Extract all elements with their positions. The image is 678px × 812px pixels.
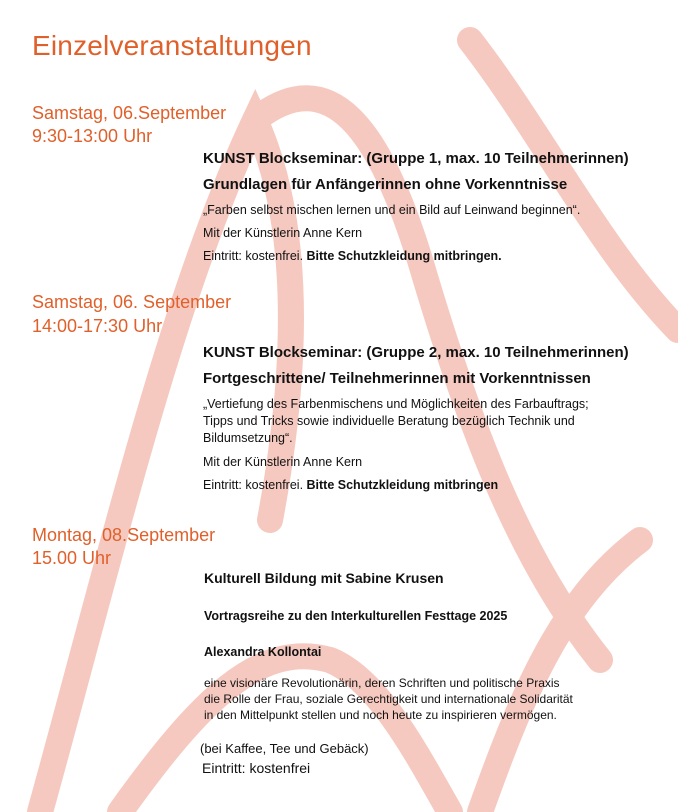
- event-2-heading: KUNST Blockseminar: (Gruppe 2, max. 10 Teilnehmerinnen): [203, 344, 629, 361]
- event-2-date: Samstag, 06. September: [32, 292, 232, 312]
- event-2-description-line-3: Bildumsetzung“.: [203, 431, 293, 445]
- event-3-time: 15.00 Uhr: [32, 548, 112, 568]
- event-1-artist: Mit der Künstlerin Anne Kern: [203, 226, 363, 240]
- event-3-description-line-3: in den Mittelpunkt stellen und noch heute zu inspirieren vermögen.: [204, 708, 557, 722]
- event-1-entry-prefix: Eintritt: kostenfrei.: [203, 249, 307, 263]
- event-2-artist: Mit der Künstlerin Anne Kern: [203, 455, 363, 469]
- event-3-description-line-1: eine visionäre Revolutionärin, deren Schriften und politische Praxis: [204, 676, 560, 690]
- event-2-description-line-2: Tipps und Tricks sowie individuelle Beratung bezüglich Technik und: [203, 414, 575, 428]
- event-1-description: „Farben selbst mischen lernen und ein Bild auf Leinwand beginnen“.: [203, 203, 581, 217]
- event-1-date: Samstag, 06.September: [32, 103, 227, 123]
- event-3-entry: Eintritt: kostenfrei: [202, 760, 311, 776]
- event-3-heading: Kulturell Bildung mit Sabine Krusen: [204, 570, 444, 586]
- page-title: Einzelveranstaltungen: [32, 30, 312, 61]
- event-1-heading: KUNST Blockseminar: (Gruppe 1, max. 10 Teilnehmerinnen): [203, 150, 629, 167]
- event-1-subheading: Grundlagen für Anfängerinnen ohne Vorkenntnisse: [203, 176, 568, 193]
- event-1-entry: [203, 248, 502, 264]
- event-2-entry: [203, 477, 498, 493]
- event-2-time: 14:00-17:30 Uhr: [32, 316, 163, 336]
- event-2-entry-note: Bitte Schutzkleidung mitbringen: [306, 478, 499, 492]
- event-2-entry-prefix: Eintritt: kostenfrei.: [203, 478, 307, 492]
- event-3-date: Montag, 08.September: [32, 525, 216, 545]
- event-3-person: Alexandra Kollontai: [204, 645, 322, 659]
- event-3-refreshments: (bei Kaffee, Tee und Gebäck): [200, 741, 369, 756]
- event-2-description-line-1: „Vertiefung des Farbenmischens und Möglichkeiten des Farbauftrags;: [203, 397, 589, 411]
- event-1-time: 9:30-13:00 Uhr: [32, 126, 153, 146]
- event-1-entry-note: Bitte Schutzkleidung mitbringen.: [306, 249, 502, 263]
- event-3-description-line-2: die Rolle der Frau, soziale Gerechtigkeit und internationale Solidarität: [204, 692, 573, 706]
- event-2-subheading: Fortgeschrittene/ Teilnehmerinnen mit Vorkenntnissen: [203, 370, 591, 387]
- event-3-series: Vortragsreihe zu den Interkulturellen Festtage 2025: [204, 609, 508, 623]
